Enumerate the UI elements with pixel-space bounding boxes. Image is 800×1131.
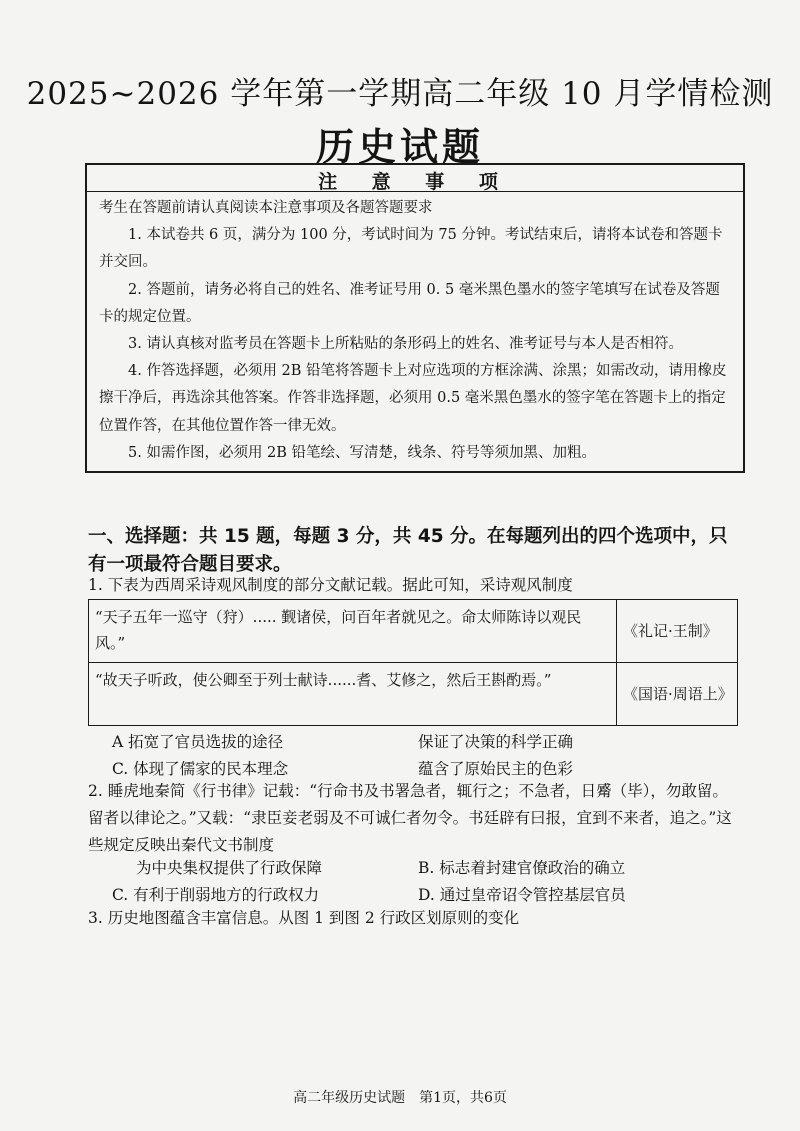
source-citation: 《礼记·王制》 bbox=[617, 600, 738, 663]
option-b: 保证了决策的科学正确 bbox=[418, 733, 574, 751]
notice-box bbox=[85, 163, 745, 473]
source-quote: “天子五年一巡守（狩）..... 觐诸侯，问百年者就见之。命太师陈诗以观民风。” bbox=[89, 600, 617, 663]
question-3-stem: 3. 历史地图蕴含丰富信息。从图 1 到图 2 行政区划原则的变化 bbox=[88, 909, 520, 927]
option-c: C. 体现了儒家的民本理念 bbox=[112, 760, 289, 778]
exam-title: 2025~2026 学年第一学期高二年级 10 月学情检测 bbox=[26, 76, 774, 112]
source-quote: “故天子听政，使公卿至于列士献诗......耆、艾修之，然后王斟酌焉。” bbox=[89, 663, 617, 726]
table-row bbox=[89, 663, 738, 726]
question-2-options bbox=[112, 855, 732, 909]
option-d: D. 通过皇帝诏令管控基层官员 bbox=[418, 886, 626, 904]
source-citation: 《国语·周语上》 bbox=[617, 663, 738, 726]
notice-divider bbox=[87, 191, 743, 192]
notice-item-2: 2. 答题前，请务必将自己的姓名、准考证号用 0. 5 毫米黑色墨水的签字笔填写在试卷及答题卡的规定位置。 bbox=[99, 281, 720, 325]
option-a: 为中央集权提供了行政保障 bbox=[136, 859, 323, 877]
notice-body bbox=[99, 195, 731, 467]
notice-heading: 注 意 事 项 bbox=[318, 171, 512, 193]
notice-item-4: 4. 作答选择题，必须用 2B 铅笔将答题卡上对应选项的方框涂满、涂黑；如需改动，请用橡皮擦干净后，再选涂其他答案。作答非选择题，必须用 0.5 毫米黑色墨水的签字笔在答题卡上的指定位置作答，在其他位置作答一律无效。 bbox=[99, 363, 727, 434]
page-footer: 高二年级历史试题 第1页，共6页 bbox=[293, 1090, 507, 1106]
question-1-options bbox=[112, 729, 732, 783]
option-a: A 拓宽了官员选拔的途径 bbox=[112, 733, 284, 751]
notice-intro: 考生在答题前请认真阅读本注意事项及各题答题要求 bbox=[99, 200, 433, 216]
notice-item-5: 5. 如需作图，必须用 2B 铅笔绘、写清楚，线条、符号等须加黑、加粗。 bbox=[128, 444, 597, 461]
subject-title: 历史试题 bbox=[315, 124, 484, 169]
source-table bbox=[88, 599, 738, 726]
section-heading: 一、选择题：共 15 题，每题 3 分，共 45 分。在每题列出的四个选项中，只有一项最符合题目要求。 bbox=[88, 526, 728, 575]
notice-item-1: 1. 本试卷共 6 页，满分为 100 分，考试时间为 75 分钟。考试结束后，请将本试卷和答题卡并交回。 bbox=[99, 227, 723, 271]
option-c: C. 有利于削弱地方的行政权力 bbox=[112, 886, 320, 904]
notice-item-3: 3. 请认真核对监考员在答题卡上所粘贴的条形码上的姓名、准考证号与本人是否相符。 bbox=[128, 336, 683, 353]
option-d: 蕴含了原始民主的色彩 bbox=[418, 760, 574, 778]
table-row bbox=[89, 600, 738, 663]
question-2-stem: 2. 睡虎地秦简《行书律》记载：“行命书及书署急者，辄行之；不急者，日觱（毕），勿敢留。留者以律论之。”又载：“隶臣妾老弱及不可诚仁者勿令。书廷辟有曰报，宜到不来者，追之。”这些规定反映出秦代文书制度 bbox=[88, 782, 732, 854]
option-b: B. 标志着封建官僚政治的确立 bbox=[418, 859, 626, 877]
question-1-stem: 1. 下表为西周采诗观风制度的部分文献记载。据此可知，采诗观风制度 bbox=[88, 576, 573, 594]
